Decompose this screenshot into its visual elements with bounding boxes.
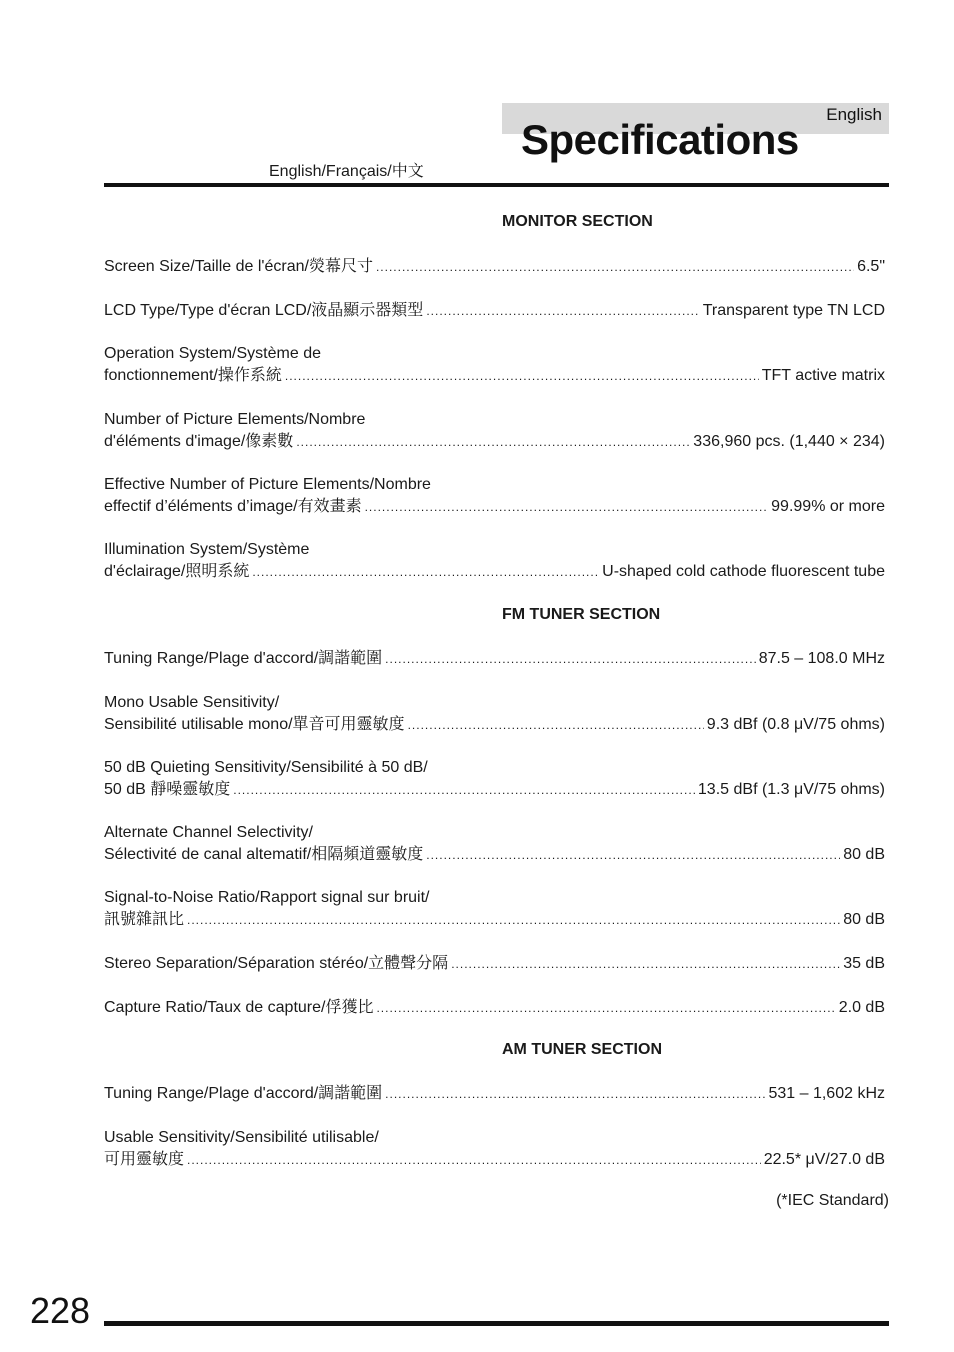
spec-item <box>104 343 885 387</box>
leader-dots <box>233 779 695 801</box>
leader-dots <box>365 496 769 518</box>
spec-label: Stereo Separation/Séparation stéréo/立體聲分隔 <box>104 955 449 972</box>
spec-label: Sensibilité utilisable mono/單音可用靈敏度 <box>104 716 405 733</box>
spec-value: 2.0 dB <box>838 999 885 1016</box>
spec-label-line1: Alternate Channel Selectivity/ <box>104 824 313 841</box>
spec-label: Tuning Range/Plage d'accord/調諧範圍 <box>104 1085 383 1102</box>
spec-item <box>104 648 885 670</box>
leader-dots <box>451 953 840 975</box>
languages-label: English/Français/中文 <box>269 163 424 180</box>
spec-label: d'éclairage/照明系統 <box>104 563 250 580</box>
spec-label: 訊號雜訊比 <box>104 911 185 928</box>
spec-value: 35 dB <box>843 955 885 972</box>
spec-item <box>104 256 885 278</box>
spec-label: 可用靈敏度 <box>104 1151 185 1168</box>
spec-item <box>104 1127 885 1171</box>
spec-item <box>104 1083 885 1105</box>
spec-value: 531 – 1,602 kHz <box>768 1085 885 1102</box>
leader-dots <box>376 256 854 278</box>
spec-item <box>104 887 885 931</box>
spec-label-line1: 50 dB Quieting Sensitivity/Sensibilité à 50 dB/ <box>104 759 428 776</box>
section-title-monitor: MONITOR SECTION <box>502 213 653 230</box>
spec-label: Screen Size/Taille de l'écran/熒幕尺寸 <box>104 258 373 275</box>
leader-dots <box>252 561 599 583</box>
spec-label: LCD Type/Type d'écran LCD/液晶顯示器類型 <box>104 302 424 319</box>
spec-label-line1: Signal-to-Noise Ratio/Rapport signal sur bruit/ <box>104 889 430 906</box>
spec-label: 50 dB 靜噪靈敏度 <box>104 781 231 798</box>
leader-dots <box>285 365 759 387</box>
leader-dots <box>408 714 704 736</box>
spec-label: Tuning Range/Plage d'accord/調諧範圍 <box>104 650 383 667</box>
spec-label: Capture Ratio/Taux de capture/俘獲比 <box>104 999 374 1016</box>
spec-value: Transparent type TN LCD <box>702 302 885 319</box>
spec-value: 80 dB <box>843 911 885 928</box>
spec-value: 9.3 dBf (0.8 μV/75 ohms) <box>706 716 885 733</box>
leader-dots <box>426 300 699 322</box>
leader-dots <box>385 1083 765 1105</box>
spec-label-line1: Effective Number of Picture Elements/Nombre <box>104 476 431 493</box>
spec-label: effectif d’éléments d’image/有效畫素 <box>104 498 362 515</box>
spec-value: 336,960 pcs. (1,440 × 234) <box>693 433 885 450</box>
spec-label: d'éléments d'image/像素數 <box>104 433 294 450</box>
spec-value: 6.5" <box>857 258 885 275</box>
footer-rule <box>104 1321 889 1326</box>
spec-value: 99.99% or more <box>771 498 885 515</box>
spec-value: 22.5* μV/27.0 dB <box>763 1151 885 1168</box>
footnote: (*IEC Standard) <box>776 1192 889 1209</box>
spec-label-line1: Number of Picture Elements/Nombre <box>104 411 366 428</box>
section-title-fm: FM TUNER SECTION <box>502 606 661 623</box>
spec-label: fonctionnement/操作系統 <box>104 367 282 384</box>
language-tab-label: English <box>826 105 882 124</box>
spec-label-line1: Usable Sensitivity/Sensibilité utilisable/ <box>104 1129 379 1146</box>
spec-value: 80 dB <box>843 846 885 863</box>
spec-item <box>104 757 885 801</box>
spec-value: U-shaped cold cathode fluorescent tube <box>602 563 885 580</box>
spec-item <box>104 822 885 866</box>
spec-label: Sélectivité de canal altematif/相隔頻道靈敏度 <box>104 846 424 863</box>
spec-label-line1: Mono Usable Sensitivity/ <box>104 694 280 711</box>
spec-item <box>104 300 885 322</box>
spec-item <box>104 409 885 453</box>
spec-item <box>104 539 885 583</box>
spec-value: TFT active matrix <box>761 367 885 384</box>
spec-item <box>104 692 885 736</box>
spec-item <box>104 474 885 518</box>
spec-item <box>104 953 885 975</box>
spec-item <box>104 997 885 1019</box>
leader-dots <box>187 1149 761 1171</box>
leader-dots <box>426 844 840 866</box>
leader-dots <box>187 909 840 931</box>
leader-dots <box>296 431 690 453</box>
section-title-am: AM TUNER SECTION <box>502 1041 662 1058</box>
spec-value: 13.5 dBf (1.3 μV/75 ohms) <box>697 781 885 798</box>
spec-label-line1: Operation System/Système de <box>104 345 321 362</box>
leader-dots <box>376 997 835 1019</box>
header-rule <box>104 183 889 187</box>
spec-value: 87.5 – 108.0 MHz <box>758 650 885 667</box>
page-number: 228 <box>30 1290 91 1331</box>
page-title: Specifications <box>521 116 799 163</box>
spec-label-line1: Illumination System/Système <box>104 541 310 558</box>
leader-dots <box>385 648 756 670</box>
